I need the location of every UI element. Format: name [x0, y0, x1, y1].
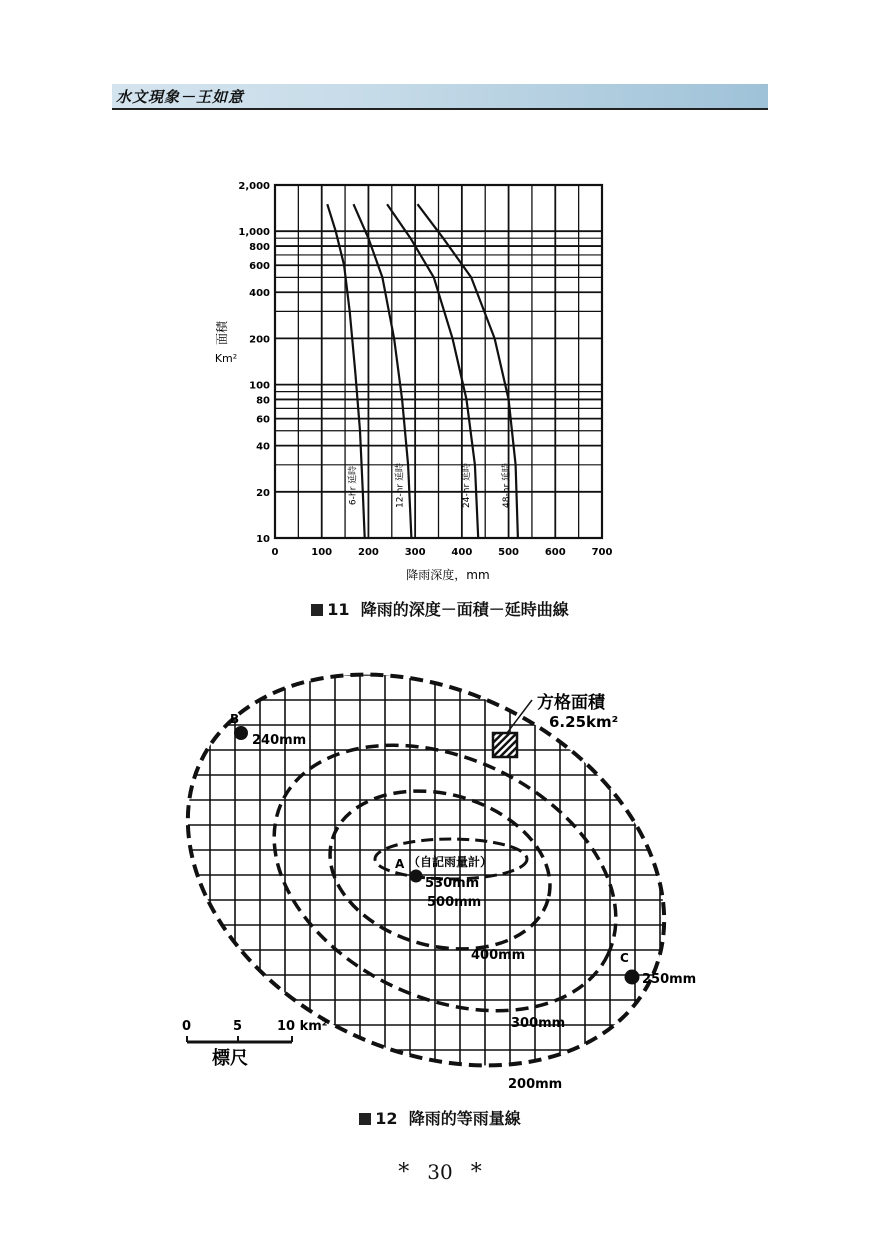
- depth-area-duration-chart: [0, 0, 880, 600]
- chart-y-tick-label: 40: [256, 441, 270, 453]
- chart-y-tick-label: 60: [256, 414, 270, 426]
- station-c-value: 250mm: [642, 972, 697, 987]
- series-label-1: 6-hr 延時: [348, 465, 359, 506]
- series-label-3: 24-hr 延時: [462, 462, 473, 508]
- star-icon-right: *: [470, 1160, 482, 1185]
- isohyet-200mm: [122, 640, 729, 1100]
- chart-x-tick-label: 300: [404, 547, 426, 558]
- chart-ylabel-text: 面積: [215, 320, 229, 346]
- isohyet-label-200: 200mm: [508, 1077, 563, 1092]
- scale-tick-0: 0: [182, 1019, 192, 1034]
- chart-y-tick-label: 800: [249, 242, 270, 254]
- station-a-marker: [410, 870, 423, 883]
- figure11-caption-number: 11: [327, 600, 350, 619]
- chart-x-tick-label: 700: [591, 547, 613, 558]
- page-number-line: [0, 1160, 880, 1185]
- series-curve-1: [327, 204, 364, 538]
- series-label-2: 12-hr 延時: [395, 462, 406, 508]
- isohyet-label-300: 300mm: [511, 1016, 566, 1031]
- chart-y-tick-label: 400: [249, 288, 270, 300]
- series-label-4: 48-hr 延時: [501, 462, 512, 508]
- chart-y-tick-label: 600: [249, 261, 270, 273]
- figure12-caption-number: 12: [375, 1109, 398, 1128]
- scale-tick-10: 10 km²: [277, 1019, 328, 1034]
- figure11-caption: [0, 597, 880, 620]
- star-icon-left: *: [398, 1160, 410, 1185]
- chart-y-tick-label: 80: [256, 395, 270, 407]
- station-a-value: 530mm: [425, 876, 480, 891]
- isohyet-map: [0, 640, 880, 1100]
- chart-x-tick-label: 200: [357, 547, 379, 558]
- station-b-marker: [234, 726, 248, 740]
- station-c-marker: [625, 970, 640, 985]
- isohyet-400mm: [312, 768, 568, 973]
- scale-tick-5: 5: [233, 1019, 243, 1034]
- chart-x-tick-label: 500: [498, 547, 520, 558]
- isohyet-label-400: 400mm: [471, 948, 526, 963]
- caption-square-icon: [359, 1113, 371, 1125]
- chart-y-tick-label: 1,000: [238, 227, 270, 239]
- caption-square-icon: [311, 604, 323, 616]
- isohyet-label-500: 500mm: [427, 895, 482, 910]
- station-a-label: A: [395, 857, 405, 871]
- chart-x-tick-label: 600: [544, 547, 566, 558]
- station-a-note: （自記雨量計）: [408, 855, 493, 869]
- chart-x-tick-label: 0: [271, 547, 279, 558]
- scale-label: 標尺: [212, 1048, 248, 1069]
- station-b-label: B: [230, 712, 240, 726]
- figure12-caption-text: 降雨的等雨量線: [408, 1109, 521, 1128]
- chart-x-tick-label: 100: [311, 547, 333, 558]
- station-c-label: C: [620, 951, 629, 965]
- figure11-caption-text: 降雨的深度－面積－延時曲線: [360, 600, 569, 619]
- chart-y-tick-label: 20: [256, 487, 270, 499]
- scale-bar: [182, 1019, 328, 1069]
- grid-area-label: 方格面積: [537, 693, 605, 713]
- grid-area-hatch-square: [493, 733, 517, 757]
- chart-x-tick-label: 400: [451, 547, 473, 558]
- chart-y-tick-label: 100: [249, 380, 270, 392]
- running-header-title: 水文現象－王如意: [116, 88, 245, 106]
- chart-y-tick-label: 2,000: [238, 181, 270, 192]
- chart-y-tick-label: 10: [256, 534, 270, 545]
- page-number: 30: [427, 1160, 453, 1184]
- chart-xlabel: 降雨深度，mm: [406, 568, 490, 582]
- chart-ylabel-unit: Km²: [214, 352, 238, 365]
- figure12-caption: [0, 1106, 880, 1129]
- station-b-value: 240mm: [252, 733, 307, 748]
- grid-area-value: 6.25km²: [549, 713, 619, 731]
- chart-y-tick-label: 200: [249, 334, 270, 346]
